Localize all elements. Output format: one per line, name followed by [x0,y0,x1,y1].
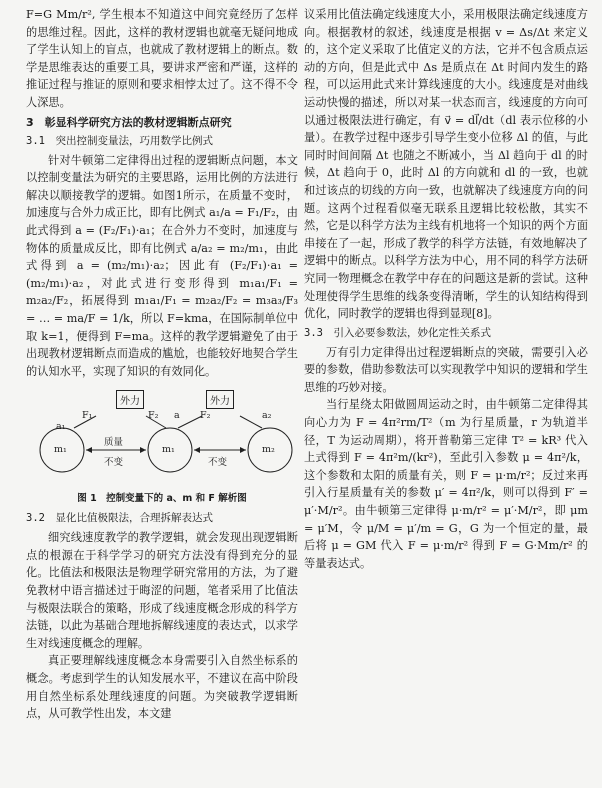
figure-1-caption: 图 1 控制变量下的 a、m 和 F 解析图 [77,493,247,505]
force-arrow-3 [178,416,202,428]
label-F2-a: F₂ [148,410,159,422]
label-mass: 质量 [104,437,124,449]
section-heading-3: 3 彰显科学研究方法的教材逻辑断点研究 [26,115,232,129]
label-F2-b: F₂ [200,410,211,422]
paragraph-3-2b: 真正要理解线速度概念本身需要引入自然坐标系的概念。考虑到学生的认知发展水平，不建议在高中阶段用自然坐标系处理线速度的问题。为突破教学逻辑断点，从可教学性出发，本文建 [26,654,298,721]
subsection-heading-3-2: 3.2 显化比值极限法，合理拆解表达式 [26,512,213,525]
label-a1: a₁ [56,421,66,433]
label-unchanged-1: 不变 [104,457,124,469]
paragraph-3-3a: 万有引力定律得出过程逻辑断点的突破，需要引入必要的参数，借助参数法可以实现教学中知识的逻辑和学生思维的巧妙对接。 [304,345,588,394]
figure-1-diagram [26,388,298,488]
label-m2-right: m₂ [262,444,275,456]
paragraph-3-3b: 当行星绕太阳做圆周运动之时，由牛顿第二定律得其向心力为 F = 4π²rm/T²（m 为行星质量，r 为轨道半径，T 为运动周期），将开普勒第三定律 T² = kR³ 代入上式得到 F = 4π²m/(kr²)，至此引入参数 μ = 4π²/k，这个参数和太阳的质量有关，则 F = μ·m/r²；反过来再引入行星质量有关的参数 μ′ = 4π²/k，则可以得到 F′ = μ′·M/r²。由牛顿第三定律得 μ·m/r² = μ′·M/r²，即 μm = μ′M，令 μ/M = μ′/m = G，G 为一个恒定的量，最后将 μ = GM 代入 F = μ·m/r² 得到 F = G·Mm/r² 的等量表达式。 [304,398,588,570]
label-a: a [174,410,180,422]
figure-1 [26,388,298,488]
paragraph-3-2a: 细究线速度教学的教学逻辑，就会发现出现逻辑断点的根源在于科学学习的研究方法没有得到充分的显化。比值法和极限法是物理学研究常用的方法，为了避免教材中语言描述过于晦涩的问题，笔者采用了比值法与极限法联合的策略，形成了线速度概念形成的科学方法链，以此为基础合理地拆解线速度的表达式，以求学生对线速度概念的理解。 [26,531,298,650]
right-column [304,6,588,572]
label-a2: a₂ [262,410,272,422]
subsection-heading-3-3: 3.3 引入必要参数法，妙化定性关系式 [304,326,491,339]
paragraph-continued: F=G Mm/r², 学生根本不知道这中间究竟经历了怎样的思维过程。因此，这样的教材逻辑也就毫无疑问地成了学生认知上的盲点，也就成了教材逻辑上的断点。数学是思维表达的重要工具，要讲求严密和严谨，这样的推证过程与推证的原则和要求相悖太过了。这不得不令人深思。 [26,8,298,109]
paragraph-3-1: 针对牛顿第二定律得出过程的逻辑断点问题，本文以控制变量法为研究的主要思路，运用比例的方法进行解决以顺接教学的逻辑。如图1所示，在质量不变时，加速度与合外力成正比，即有比例式 a₁/a = F₁/F₂，由此式得到 a = (F₂/F₁)·a₁；在合外力不变时，加速度与物体的质量成反比，即有比例式 a/a₂ = m₂/m₁，由此式得到 a = (m₂/m₁)·a₂；因此有 (F₂/F₁)·a₁ = (m₂/m₁)·a₂，对此式进行变形得到 m₁a₁/F₁ = m₂a₂/F₂，拓展得到 m₁a₁/F₁ = m₂a₂/F₂ = m₃a₃/F₃ = … = ma/F = 1/k，所以 F=kma，在国际制单位中取 k=1，便得到 F=ma。这样的教学逻辑避免了由于出现教材逻辑断点而造成的尴尬，也能较好地契合学生的认知水平，实现了知识的有效同化。 [26,153,298,378]
label-m1-left: m₁ [54,444,67,456]
label-unchanged-2: 不变 [208,457,228,469]
label-m1-middle: m₁ [162,444,175,456]
external-force-box-1: 外力 [116,390,144,409]
label-F1: F₁ [82,410,93,422]
subsection-heading-3-1: 3.1 突出控制变量法，巧用数学比例式 [26,134,213,147]
paragraph-right-continued: 议采用比值法确定线速度大小，采用极限法确定线速度方向。根据教材的叙述，线速度是根据 v = Δs/Δt 来定义的，这个定义采取了比值定义的方法，它并不包含质点运动的方向，但是此式中 Δs 是质点在 Δt 时间内发生的路程，可以运用此式来计算线速度的大小。线速度是对曲线运动快慢的描述，所以对某一状态而言，线速度的方向可以通过极限法进行确定，有 v⃗ = dl⃗/dt（dl 表示位移的小量）。在教学过程中逐步引导学生变小位移 Δl 的值，与此同时时间间隔 Δt 也随之不断减小，当 Δl 趋向于 dl 的时候，Δt 趋向于 0，此时 Δl 的方向就和 dl 的一致，也就和过该点的切线的方向一致，也就解决了线速度方向的问题。这两个过程看似毫无联系且逻辑比较松散，其实不然，它是以科学方法为主线有机地将一个知识的两个方面串接在了一起，形成了教学的科学方法链，有效地解决了逻辑中的断点。以科学方法为中心，用不同的科学方法研究同一物理概念在教学中存在的问题这是新的尝试。这种处理使得学生思维的线条变得清晰，学生的认知结构得到优化，同时教学的逻辑也得到显现[8]。 [304,8,588,321]
left-column [26,6,298,723]
external-force-box-2: 外力 [206,390,234,409]
force-arrow-4 [240,416,262,428]
